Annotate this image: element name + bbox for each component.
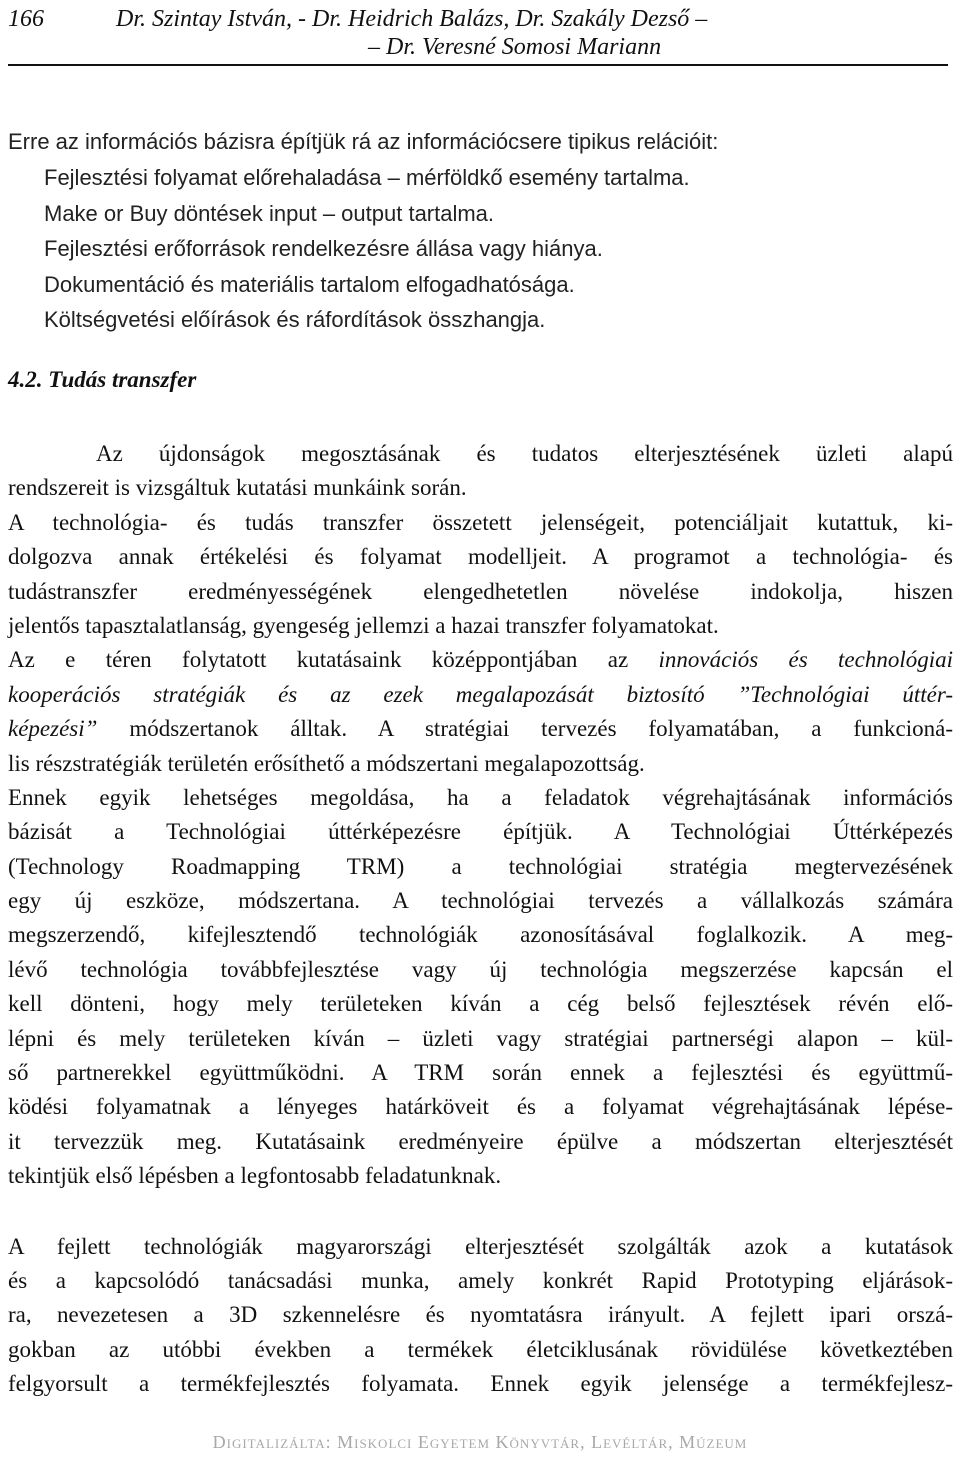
text-run-italic: képezési” bbox=[8, 716, 98, 742]
text-line: ra, nevezetesen a 3D szkennelésre és nyomtatásra irányult. A fejlett ipari orszá- bbox=[8, 1302, 953, 1328]
text-line bbox=[8, 643, 953, 677]
intro-lead: Erre az információs bázisra építjük rá az információcsere tipikus relációit: bbox=[8, 129, 719, 154]
text-line: it tervezzük meg. Kutatásaink eredményeire épülve a módszertan elterjesztését bbox=[8, 1128, 953, 1154]
paragraph-gap bbox=[8, 1194, 953, 1230]
text-line: tudástranszfer eredményességének elengedhetetlen növelése indokolja, hiszen bbox=[8, 578, 953, 604]
text-run: módszertanok álltak. A stratégiai tervezés folyamatában, a funkcioná- bbox=[97, 716, 953, 742]
text-line: (Technology Roadmapping TRM) a technológiai stratégia megtervezésének bbox=[8, 853, 953, 879]
header-authors-line1: Dr. Szintay István, - Dr. Heidrich Balázs, Dr. Szakály Dezső – bbox=[116, 6, 708, 32]
page-header bbox=[0, 0, 960, 70]
digitization-footer: Digitalizálta: Miskolci Egyetem Könyvtár, Levéltár, Múzeum bbox=[212, 1432, 748, 1452]
text-line: megszerzendő, kifejlesztendő technológiák azonosításával foglalkozik. A meg- bbox=[8, 922, 953, 948]
text-line: gokban az utóbbi években a termékek életciklusának rövidülése következtében bbox=[8, 1336, 953, 1362]
list-item: Költségvetési előírások és ráfordítások összhangja. bbox=[44, 307, 546, 332]
text-line: kell dönteni, hogy mely területeken kíván a cég belső fejlesztések révén elő- bbox=[8, 991, 953, 1017]
text-line: és a kapcsolódó tanácsadási munka, amely konkrét Rapid Prototyping eljárások- bbox=[8, 1267, 953, 1293]
text-line: ső partnerekkel együttműködni. A TRM során ennek a fejlesztési és együttmű- bbox=[8, 1060, 953, 1086]
section-heading: 4.2. Tudás transzfer bbox=[8, 367, 197, 392]
relation-list bbox=[44, 160, 944, 338]
text-line: egy új eszköze, módszertana. A technológiai tervezés a vállalkozás számára bbox=[8, 888, 953, 914]
text-line: A technológia- és tudás transzfer összetett jelenségeit, potenciáljait kutattuk, ki- bbox=[8, 509, 953, 535]
text-run: Az e téren folytatott kutatásaink középpontjában az bbox=[8, 647, 659, 673]
list-item: Make or Buy döntések input – output tartalma. bbox=[44, 200, 495, 226]
list-item: Fejlesztési erőforrások rendelkezésre állása vagy hiánya. bbox=[44, 236, 603, 261]
text-line: A fejlett technológiák magyarországi elterjesztését szolgálták azok a kutatások bbox=[8, 1233, 953, 1259]
text-run-italic: innovációs és technológiai bbox=[658, 647, 953, 673]
text-line: ködési folyamatnak a lényeges határköveit és a folyamat végrehajtásának lépése- bbox=[8, 1094, 953, 1120]
text-line: dolgozva annak értékelési és folyamat modelljeit. A programot a technológia- és bbox=[8, 544, 953, 570]
text-line: felgyorsult a termékfejlesztés folyamata. Ennek egyik jelensége a termékfejlesz- bbox=[8, 1371, 953, 1397]
text-line: Az újdonságok megosztásának és tudatos elterjesztésének üzleti alapú bbox=[96, 441, 953, 466]
text-line: lis részstratégiák területén erősíthető a módszertani megalapozottság. bbox=[8, 750, 645, 776]
text-line: kooperációs stratégiák és az ezek megalapozását biztosító ”Technológiai úttér- bbox=[8, 681, 953, 707]
header-authors-line2: – Dr. Veresné Somosi Mariann bbox=[368, 34, 662, 60]
text-line: tekintjük első lépésben a legfontosabb feladatunknak. bbox=[8, 1163, 502, 1189]
page-number: 166 bbox=[8, 6, 44, 32]
text-line: lévő technológia továbbfejlesztése vagy új technológia megszerzése kapcsán el bbox=[8, 956, 953, 982]
text-line bbox=[8, 712, 953, 746]
text-line: jelentős tapasztalatlanság, gyengeség jellemzi a hazai transzfer folyamatokat. bbox=[8, 612, 719, 638]
text-line: Ennek egyik lehetséges megoldása, ha a feladatok végrehajtásának információs bbox=[8, 784, 953, 810]
text-line: lépni és mely területeken kíván – üzleti vagy stratégiai partnerségi alapon – kül- bbox=[8, 1025, 953, 1051]
text-line: rendszereit is vizsgáltuk kutatási munkáink során. bbox=[8, 475, 467, 501]
list-item: Fejlesztési folyamat előrehaladása – mérföldkő esemény tartalma. bbox=[44, 165, 690, 190]
list-item: Dokumentáció és materiális tartalom elfogadhatósága. bbox=[44, 271, 575, 297]
body-text bbox=[8, 437, 953, 1402]
header-rule bbox=[8, 64, 948, 66]
text-line: bázisát a Technológiai úttérképezésre építjük. A Technológiai Úttérképezés bbox=[8, 819, 953, 845]
